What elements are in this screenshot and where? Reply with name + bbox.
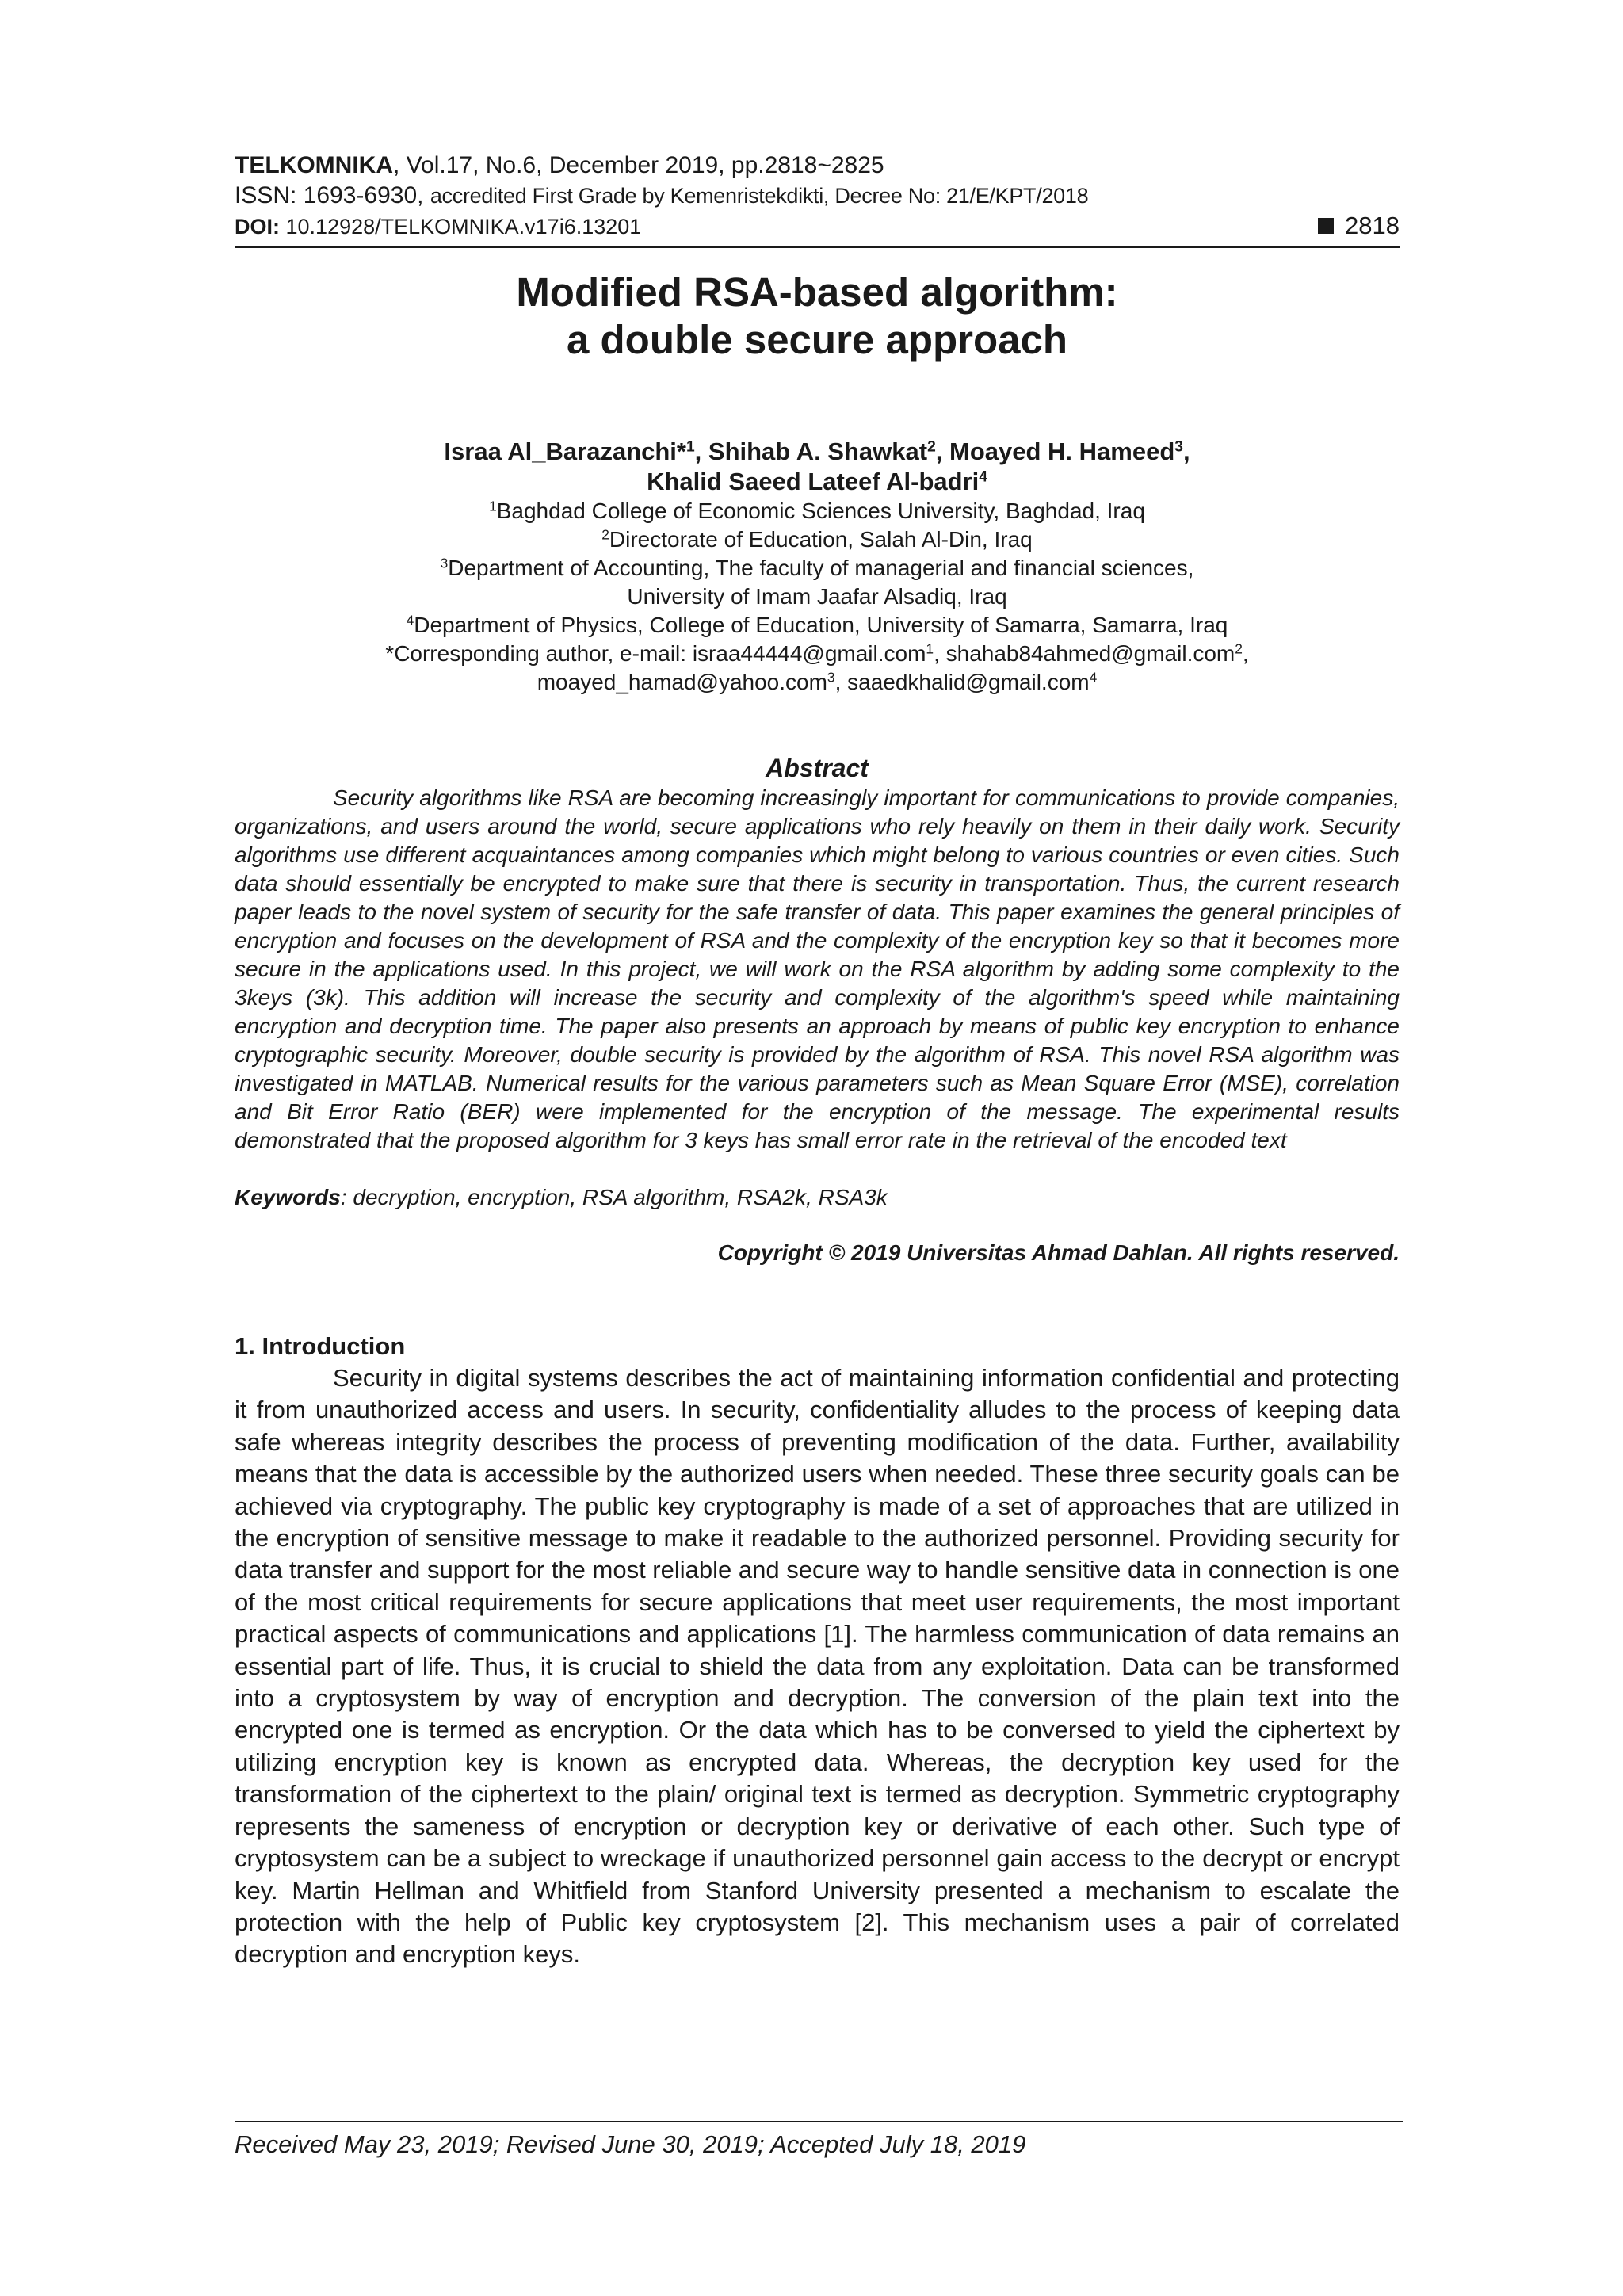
author-list (235, 437, 1400, 497)
paper-page (235, 151, 1400, 1971)
affiliations (235, 497, 1400, 697)
affiliation-2-text: Directorate of Education, Salah Al-Din, Iraq (609, 527, 1033, 552)
email-3-sup: 3 (827, 669, 835, 686)
received-dates-footer: Received May 23, 2019; Revised June 30, 2019; Accepted July 18, 2019 (235, 2121, 1403, 2159)
paper-title (235, 269, 1400, 364)
author-1: Israa Al_Barazanchi* (444, 437, 686, 465)
author-1-sup: 1 (685, 438, 695, 456)
affiliation-3-cont: University of Imam Jaafar Alsadiq, Iraq (627, 584, 1007, 609)
keywords-label: Keywords (235, 1185, 341, 1209)
email-3: moayed_hamad@yahoo.com (537, 670, 827, 694)
keywords-text: : decryption, encryption, RSA algorithm, RSA2k, RSA3k (340, 1185, 888, 1209)
accreditation: accredited First Grade by Kemenristekdikti, Decree No: 21/E/KPT/2018 (430, 184, 1089, 208)
corr-sup-2: 2 (1235, 640, 1243, 657)
corr-mid: , shahab84ahmed@gmail.com (934, 641, 1235, 666)
author-4-sup: 4 (979, 468, 987, 486)
journal-volume: , Vol.17, No.6, December 2019, pp.2818~2825 (392, 152, 884, 178)
keywords (235, 1183, 1400, 1212)
affiliation-1 (235, 497, 1400, 525)
issn-line (235, 181, 1400, 211)
affiliation-3-sup: 3 (440, 555, 449, 571)
copyright-notice: Copyright © 2019 Universitas Ahmad Dahlan. All rights reserved. (717, 1240, 1400, 1265)
affiliation-1-text: Baghdad College of Economic Sciences University, Baghdad, Iraq (496, 499, 1145, 523)
journal-line (235, 151, 1400, 181)
affiliation-2-sup: 2 (601, 526, 609, 543)
journal-header (235, 151, 1400, 248)
affiliation-3 (235, 554, 1400, 583)
author-3-tail: , (1182, 437, 1190, 465)
journal-name: TELKOMNIKA (235, 152, 393, 178)
corr-sup-1: 1 (926, 640, 934, 657)
affiliation-1-sup: 1 (489, 498, 497, 514)
square-bullet-icon (1318, 218, 1334, 234)
page-number (1318, 211, 1400, 241)
affiliation-3-text: Department of Accounting, The faculty of managerial and financial sciences, (448, 556, 1194, 580)
corr-prefix: *Corresponding author, e-mail: israa44444@gmail.com (385, 641, 926, 666)
corr-tail: , (1242, 641, 1249, 666)
header-rule (235, 246, 1400, 248)
email-4: , saaedkhalid@gmail.com (834, 670, 1090, 694)
author-4: Khalid Saeed Lateef Al-badri (647, 468, 980, 495)
author-2-sup: 2 (927, 438, 936, 456)
authors-line-2 (235, 467, 1400, 497)
doi-label: DOI: (235, 215, 280, 239)
affiliation-4-text: Department of Physics, College of Education, University of Samarra, Samarra, Iraq (414, 613, 1228, 637)
corresponding-author (235, 640, 1400, 668)
title-line-1: Modified RSA-based algorithm: (516, 269, 1118, 315)
authors-line-1 (235, 437, 1400, 467)
page-number-value: 2818 (1345, 212, 1400, 239)
author-2: , Shihab A. Shawkat (694, 437, 928, 465)
author-3-sup: 3 (1174, 438, 1183, 456)
author-emails (235, 668, 1400, 697)
introduction-text: Security in digital systems describes the act of maintaining information confidential and protecting it from unauthorized access and users. In security, confidentiality alludes to the process of keeping data safe whereas integrity describes the process of preventing modification of the data. Further, availability means that the data is accessible by the authorized users when needed. These three security goals can be achieved via cryptography. The public key cryptography is made of a set of approaches that are utilized in the encryption of sensitive message to make it readable to the authorized personnel. Providing security for data transfer and support for the most reliable and secure way to handle sensitive data in connection is one of the most critical requirements for secure applications that meet user requirements, the most important practical aspects of communications and applications [1]. The harmless communication of data remains an essential part of life. Thus, it is crucial to shield the data from any exploitation. Data can be transformed into a cryptosystem by way of encryption and decryption. The conversion of the plain text into the encrypted one is termed as encryption. Or the data which has to be conversed to yield the ciphertext by utilizing encryption key is known as encrypted data. Whereas, the decryption key used for the transformation of the ciphertext to the plain/ original text is termed as decryption. Symmetric cryptography represents the sameness of encryption or decryption key or derivative of each other. Such type of cryptosystem can be a subject to wreckage if unauthorized personnel gain access to the decrypt or encrypt key. Martin Hellman and Whitfield from Stanford University presented a mechanism to escalate the protection with the help of Public key cryptosystem [2]. This mechanism uses a pair of correlated decryption and encryption keys. (235, 1364, 1400, 1969)
affiliation-4 (235, 611, 1400, 640)
affiliation-4-sup: 4 (406, 612, 414, 628)
title-line-2: a double secure approach (566, 317, 1068, 362)
affiliation-2 (235, 525, 1400, 554)
abstract-text: Security algorithms like RSA are becoming increasingly important for communications to provide companies, organizations, and users around the world, secure applications who rely heavily on them in their daily work. Security algorithms use different acquaintances among companies which might belong to various countries or even cities. Such data should essentially be encrypted to make sure that there is security in transportation. Thus, the current research paper leads to the novel system of security for the safe transfer of data. This paper examines the general principles of encryption and focuses on the development of RSA and the complexity of the encryption key so that it becomes more secure in the applications used. In this project, we will work on the RSA algorithm by adding some complexity to the 3keys (3k). This addition will increase the security and complexity of the algorithm's speed while maintaining encryption and decryption time. The paper also presents an approach by means of public key encryption to enhance cryptographic security. Moreover, double security is provided by the algorithm of RSA. This novel RSA algorithm was investigated in MATLAB. Numerical results for the various parameters such as Mean Square Error (MSE), correlation and Bit Error Ratio (BER) were implemented for the encryption of the message. The experimental results demonstrated that the proposed algorithm for 3 keys has small error rate in the retrieval of the encoded text (235, 785, 1400, 1152)
issn: ISSN: 1693-6930, (235, 182, 424, 208)
author-3: , Moayed H. Hameed (935, 437, 1175, 465)
section-heading-introduction: 1. Introduction (235, 1332, 406, 1360)
doi: 10.12928/TELKOMNIKA.v17i6.13201 (285, 215, 642, 239)
email-4-sup: 4 (1089, 669, 1098, 686)
abstract-heading: Abstract (766, 754, 869, 782)
doi-line (235, 211, 1400, 242)
